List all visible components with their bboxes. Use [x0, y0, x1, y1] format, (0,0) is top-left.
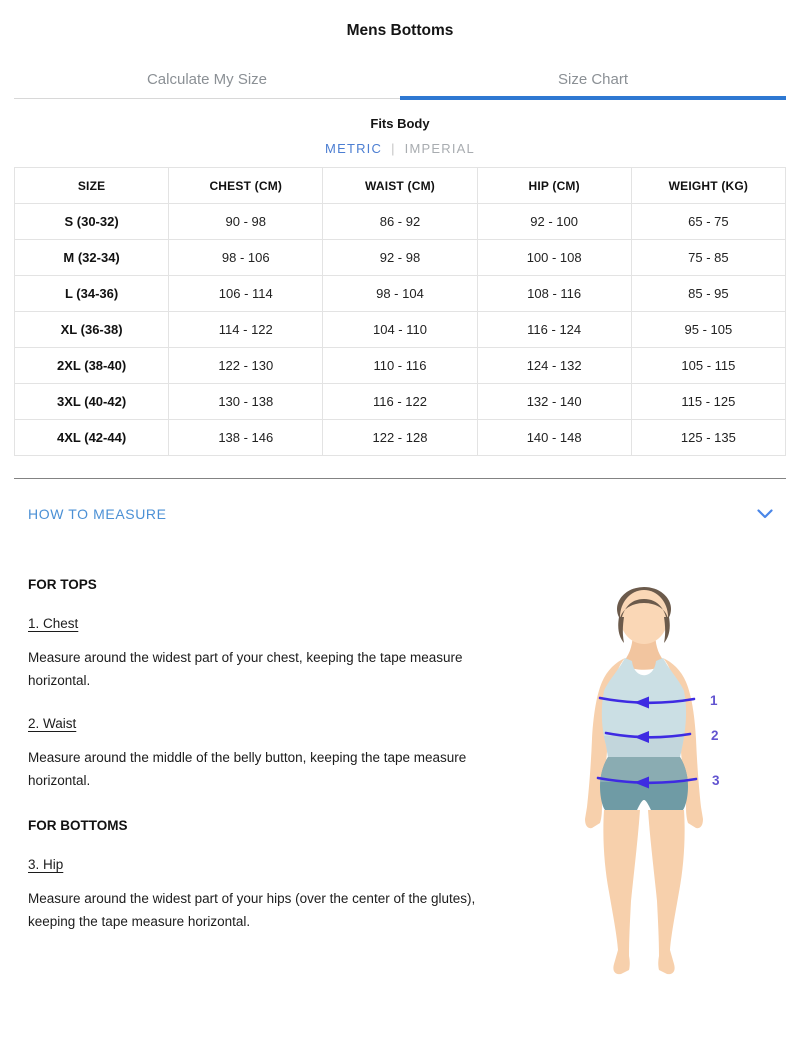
- cell-hip: 100 - 108: [477, 240, 631, 276]
- cell-weight: 95 - 105: [631, 312, 785, 348]
- imperial-toggle[interactable]: IMPERIAL: [404, 141, 475, 156]
- table-row: [15, 276, 786, 312]
- how-to-measure-content: [0, 522, 800, 933]
- figure-label-3: 3: [712, 773, 720, 788]
- cell-weight: 115 - 125: [631, 384, 785, 420]
- cell-size: 4XL (42-44): [15, 420, 169, 456]
- column-header-weight: WEIGHT (KG): [631, 168, 785, 204]
- cell-chest: 130 - 138: [169, 384, 323, 420]
- waist-step-title: 2. Waist: [28, 716, 77, 731]
- table-row: [15, 204, 786, 240]
- waist-step-text: Measure around the middle of the belly button, keeping the tape measure horizontal.: [28, 750, 467, 788]
- figure-label-2: 2: [711, 728, 719, 743]
- cell-waist: 92 - 98: [323, 240, 477, 276]
- figure-right-leg: [648, 810, 685, 974]
- cell-hip: 140 - 148: [477, 420, 631, 456]
- page-title: Mens Bottoms: [346, 22, 454, 39]
- cell-chest: 114 - 122: [169, 312, 323, 348]
- cell-weight: 75 - 85: [631, 240, 785, 276]
- column-header-waist: WAIST (CM): [323, 168, 477, 204]
- cell-size: M (32-34): [15, 240, 169, 276]
- chest-step-title: 1. Chest: [28, 616, 79, 631]
- cell-waist: 104 - 110: [323, 312, 477, 348]
- chest-step-text: Measure around the widest part of your chest, keeping the tape measure horizontal.: [28, 650, 463, 688]
- cell-weight: 85 - 95: [631, 276, 785, 312]
- fits-body-label: Fits Body: [370, 116, 430, 131]
- table-row: [15, 348, 786, 384]
- cell-waist: 116 - 122: [323, 384, 477, 420]
- cell-size: 2XL (38-40): [15, 348, 169, 384]
- cell-waist: 98 - 104: [323, 276, 477, 312]
- measurement-figure-illustration: [530, 579, 770, 979]
- cell-chest: 98 - 106: [169, 240, 323, 276]
- cell-hip: 108 - 116: [477, 276, 631, 312]
- hip-step-text: Measure around the widest part of your hips (over the center of the glutes), keeping the tape measure horizontal.: [28, 891, 476, 929]
- figure-label-1: 1: [710, 693, 718, 708]
- for-bottoms-heading: FOR BOTTOMS: [28, 818, 128, 833]
- cell-hip: 124 - 132: [477, 348, 631, 384]
- cell-size: L (34-36): [15, 276, 169, 312]
- for-tops-heading: FOR TOPS: [28, 577, 97, 592]
- cell-weight: 65 - 75: [631, 204, 785, 240]
- unit-separator: |: [391, 141, 396, 156]
- header-row: [15, 168, 786, 204]
- figure-left-leg: [603, 810, 640, 974]
- cell-hip: 116 - 124: [477, 312, 631, 348]
- tab-calculate-my-size[interactable]: Calculate My Size: [146, 71, 268, 88]
- size-chart-table: [14, 167, 786, 456]
- cell-chest: 90 - 98: [169, 204, 323, 240]
- tab-bar: [14, 40, 786, 99]
- measure-instructions: [28, 577, 513, 933]
- how-to-measure-toggle[interactable]: [28, 479, 773, 522]
- column-header-chest: CHEST (CM): [169, 168, 323, 204]
- cell-size: S (30-32): [15, 204, 169, 240]
- cell-waist: 86 - 92: [323, 204, 477, 240]
- how-to-measure-label: HOW TO MEASURE: [28, 506, 167, 522]
- cell-waist: 122 - 128: [323, 420, 477, 456]
- column-header-size: SIZE: [15, 168, 169, 204]
- cell-chest: 122 - 130: [169, 348, 323, 384]
- hip-step-title: 3. Hip: [28, 857, 64, 872]
- table-row: [15, 312, 786, 348]
- cell-weight: 105 - 115: [631, 348, 785, 384]
- cell-size: 3XL (40-42): [15, 384, 169, 420]
- cell-hip: 132 - 140: [477, 384, 631, 420]
- cell-chest: 138 - 146: [169, 420, 323, 456]
- cell-chest: 106 - 114: [169, 276, 323, 312]
- metric-toggle[interactable]: METRIC: [325, 141, 383, 156]
- cell-hip: 92 - 100: [477, 204, 631, 240]
- figure-face: [620, 590, 668, 644]
- unit-toggle: [0, 141, 800, 156]
- cell-size: XL (36-38): [15, 312, 169, 348]
- table-row: [15, 384, 786, 420]
- chevron-down-icon[interactable]: [757, 509, 773, 519]
- cell-waist: 110 - 116: [323, 348, 477, 384]
- table-row: [15, 240, 786, 276]
- table-row: [15, 420, 786, 456]
- cell-weight: 125 - 135: [631, 420, 785, 456]
- tab-size-chart[interactable]: Size Chart: [400, 40, 786, 98]
- column-header-hip: HIP (CM): [477, 168, 631, 204]
